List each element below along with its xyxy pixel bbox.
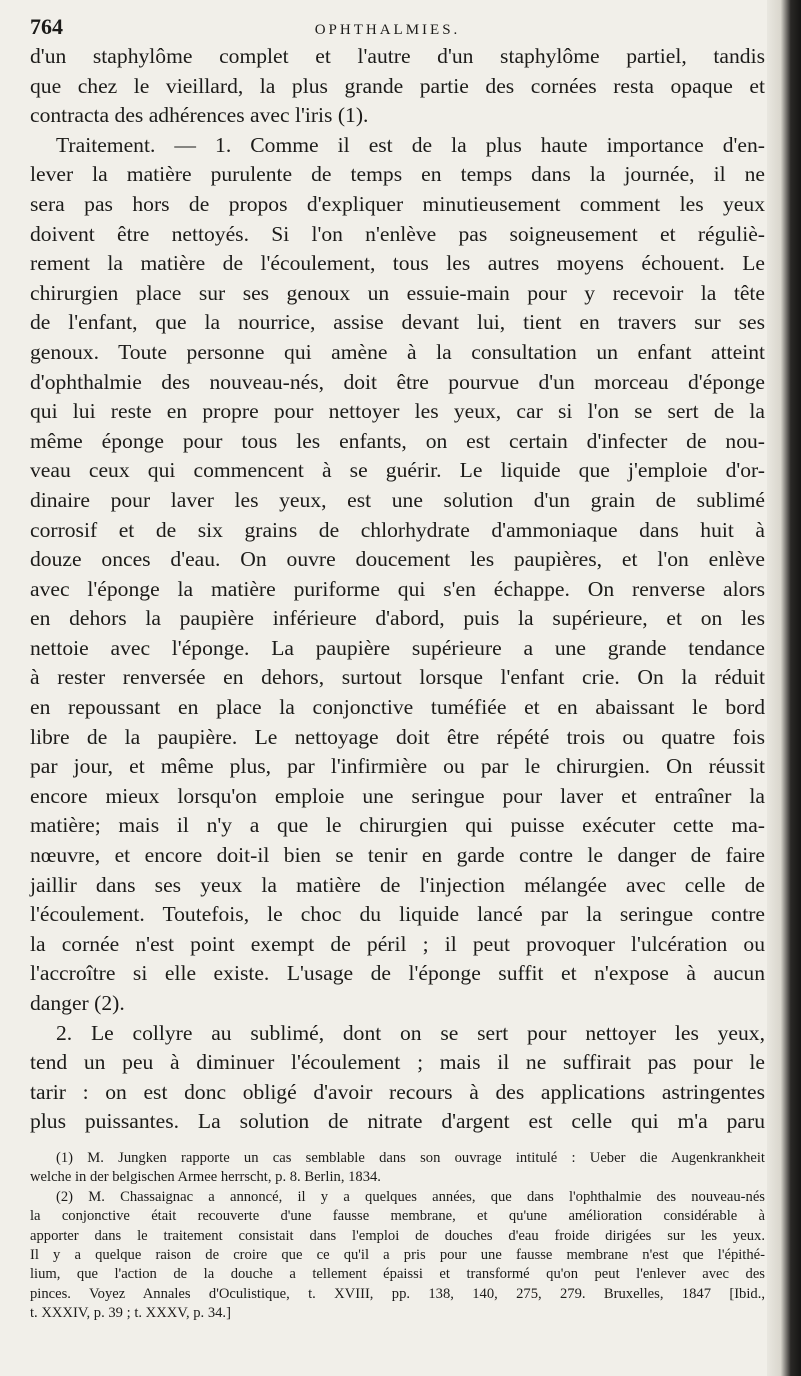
page-number: 764 (30, 14, 63, 39)
text-line: d'un staphylôme complet et l'autre d'un staphylôme partiel, tandis (30, 44, 765, 68)
text-line: l'écoulement. Toutefois, le choc du liquide lancé par la seringue contre (30, 902, 765, 927)
text-line: rement la matière de l'écoulement, tous les autres moyens échouent. Le (30, 251, 765, 276)
text-line: qui lui reste en propre pour nettoyer les yeux, car si l'on se sert de la (30, 399, 765, 424)
text-line: sera pas hors de propos d'expliquer minutieusement comment les yeux (30, 191, 765, 216)
footnote-line: welche in der belgischen Armee herrscht, p. 8. Berlin, 1834. (30, 1169, 381, 1186)
text-line: Traitement. — 1. Comme il est de la plus haute importance d'en- (56, 132, 765, 157)
text-line: avec l'éponge la matière puriforme qui s'en échappe. On renverse alors (30, 576, 765, 601)
footnote-line: Il y a quelque raison de croire que ce qu'il a pris pour une fausse membrane n'est que l'épithé- (30, 1247, 765, 1263)
footnote-line: la conjonctive était recouverte d'une fausse membrane, et qu'une amélioration considérable à (30, 1208, 765, 1225)
book-page (30, 14, 765, 1324)
footnotes (30, 1149, 765, 1324)
page-header (30, 14, 765, 39)
footnote-line: (1) M. Jungken rapporte un cas semblable dans son ouvrage intitulé : Ueber die Augenkrankheit (56, 1149, 765, 1166)
main-text (30, 42, 765, 1137)
text-line: en repoussant en place la conjonctive tuméfiée et en abaissant le bord (30, 695, 765, 720)
text-line: matière; mais il n'y a que le chirurgien qui puisse exécuter cette ma- (30, 813, 765, 838)
text-line: genoux. Toute personne qui amène à la consultation un enfant atteint (30, 339, 765, 364)
text-line: l'accroître si elle existe. L'usage de l'éponge suffit et n'expose à aucun (30, 961, 765, 986)
text-line: d'ophthalmie des nouveau-nés, doit être pourvue d'un morceau d'éponge (30, 369, 765, 394)
paragraph-2 (30, 131, 765, 1019)
paragraph-1 (30, 42, 765, 131)
text-line: libre de la paupière. Le nettoyage doit être répété trois ou quatre fois (30, 724, 765, 749)
text-line: nettoie avec l'éponge. La paupière supérieure a une grande tendance (30, 635, 765, 660)
text-line: de l'enfant, que la nourrice, assise devant lui, tient en travers sur ses (30, 310, 765, 335)
footnote-2 (30, 1188, 765, 1324)
text-line: que chez le vieillard, la plus grande partie des cornées resta opaque et (30, 73, 765, 98)
text-line: lever la matière purulente de temps en temps dans la journée, il ne (30, 162, 765, 187)
footnote-line: t. XXXIV, p. 39 ; t. XXXV, p. 34.] (30, 1305, 231, 1322)
text-line: en dehors la paupière inférieure d'abord, puis la supérieure, et on les (30, 606, 765, 631)
text-line: par jour, et même plus, par l'infirmière ou par le chirurgien. On réussit (30, 754, 765, 779)
text-line: douze onces d'eau. On ouvre doucement les paupières, et l'on enlève (30, 547, 765, 572)
text-line: corrosif et de six grains de chlorhydrate d'ammoniaque dans huit à (30, 517, 765, 542)
text-line: plus puissantes. La solution de nitrate d'argent est celle qui m'a paru (30, 1109, 765, 1134)
text-line: jaillir dans ses yeux la matière de l'injection mélangée avec celle de (30, 872, 765, 897)
footnote-line: (2) M. Chassaignac a annoncé, il y a quelques années, que dans l'ophthalmie des nouveau-nés (56, 1188, 765, 1205)
text-line: nœuvre, et encore doit-il bien se tenir en garde contre le danger de faire (30, 843, 765, 868)
text-line: chirurgien place sur ses genoux un essuie-main pour y recevoir la tête (30, 280, 765, 305)
text-line: 2. Le collyre au sublimé, dont on se sert pour nettoyer les yeux, (56, 1020, 765, 1045)
text-line: à rester renversée en dehors, surtout lorsque l'enfant crie. On la réduit (30, 665, 765, 690)
text-line: la cornée n'est point exempt de péril ; il peut provoquer l'ulcération ou (30, 931, 765, 956)
running-title: OPHTHALMIES. (314, 22, 461, 38)
text-line: dinaire pour laver les yeux, est une solution d'un grain de sublimé (30, 487, 765, 512)
footnote-1 (30, 1149, 765, 1188)
paragraph-3 (30, 1019, 765, 1137)
text-line: contracta des adhérences avec l'iris (1). (30, 103, 369, 128)
text-line: même éponge pour tous les enfants, on est certain d'infecter de nou- (30, 428, 765, 453)
text-line: tend un peu à diminuer l'écoulement ; mais il ne suffirait pas pour le (30, 1050, 765, 1075)
book-spine-edge (767, 0, 801, 1376)
footnote-line: lium, que l'action de la douche a tellement épaissi et transformé qu'on peut l'enlever avec des (30, 1266, 765, 1283)
text-line: danger (2). (30, 991, 125, 1015)
footnote-line: apporter dans le traitement consistait dans l'emploi de douches d'eau froide dirigées sur les yeux. (30, 1227, 765, 1244)
footnote-line: pinces. Voyez Annales d'Oculistique, t. XVIII, pp. 138, 140, 275, 279. Bruxelles, 1847 [Ibid., (30, 1285, 765, 1302)
text-line: doivent être nettoyés. Si l'on n'enlève pas soigneusement et réguliè- (30, 221, 765, 246)
text-line: encore mieux lorsqu'on emploie une seringue pour laver et entraîner la (30, 783, 765, 808)
text-line: tarir : on est donc obligé d'avoir recours à des applications astringentes (30, 1079, 765, 1104)
text-line: veau ceux qui commencent à se guérir. Le liquide que j'emploie d'or- (30, 458, 765, 483)
